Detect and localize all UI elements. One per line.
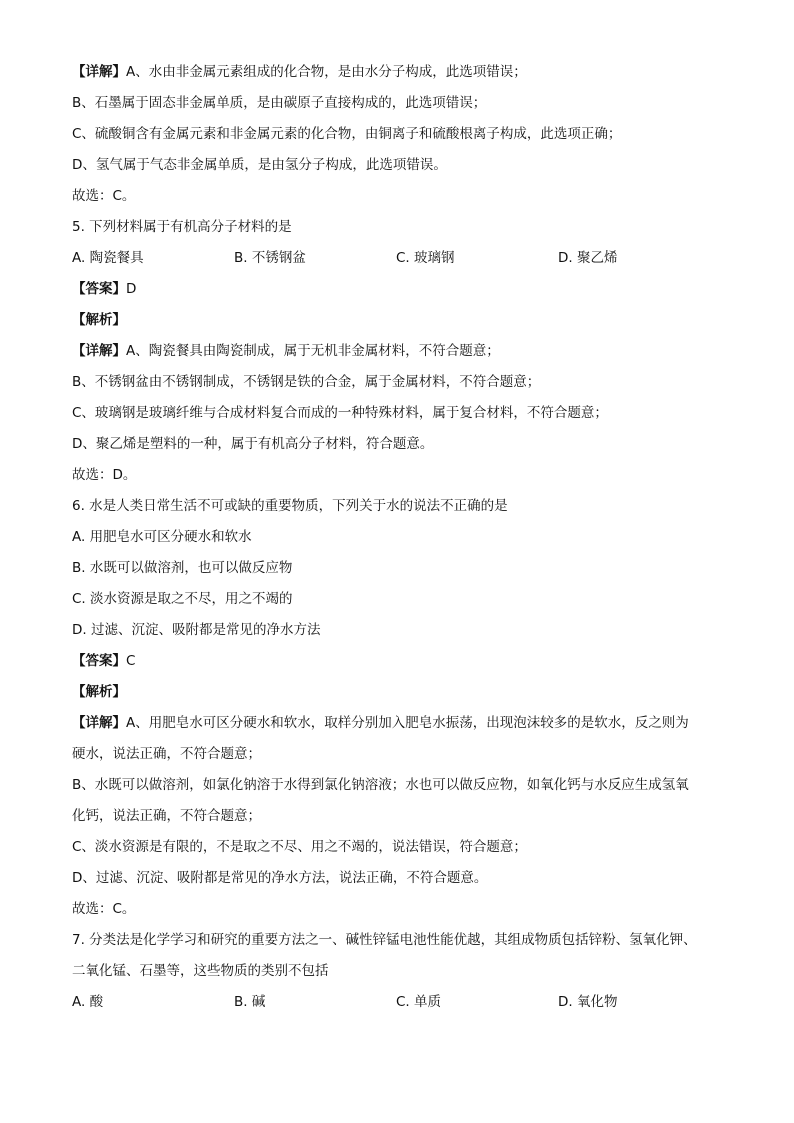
q5-detail-line-d: D、聚乙烯是塑料的一种，属于有机高分子材料，符合题意。: [72, 436, 434, 452]
q7-option-d: D. 氧化物: [558, 994, 618, 1010]
analysis-tag: 【解析】: [72, 684, 126, 700]
q6-option-c: C. 淡水资源是取之不尽，用之不竭的: [72, 591, 293, 607]
q5-detail-line-a: [72, 341, 722, 372]
q7-stem-line-1: 7. 分类法是化学学习和研究的重要方法之一、碱性锌锰电池性能优越，其组成物质包括锌粉、氢氧化钾、: [72, 932, 697, 948]
q7-option-b: B. 碱: [234, 994, 266, 1010]
answer-tag: 【答案】: [72, 281, 126, 297]
q5-option-d: D. 聚乙烯: [558, 250, 618, 266]
q6-conclusion: 故选：C。: [72, 901, 136, 917]
q5-stem: 5. 下列材料属于有机高分子材料的是: [72, 219, 292, 235]
q7-option-a: A. 酸: [72, 994, 104, 1010]
q6-option-b: B. 水既可以做溶剂，也可以做反应物: [72, 560, 293, 576]
q6-detail-line-b2: 化钙，说法正确，不符合题意；: [72, 808, 261, 824]
q6-analysis-tag: [72, 682, 722, 713]
q5-detail-line-b: B、不锈钢盆由不锈钢制成，不锈钢是铁的合金，属于金属材料，不符合题意；: [72, 374, 541, 390]
q6-answer: [72, 651, 722, 682]
analysis-tag: 【解析】: [72, 312, 126, 328]
q4-detail-line-c: C、硫酸铜含有金属元素和非金属元素的化合物，由铜离子和硫酸根离子构成，此选项正确；: [72, 126, 622, 142]
detail-tag: 【详解】: [72, 715, 126, 731]
q5-answer-value: D: [126, 281, 137, 297]
q6-answer-value: C: [126, 653, 136, 669]
answer-tag: 【答案】: [72, 653, 126, 669]
q6-option-d: D. 过滤、沉淀、吸附都是常见的净水方法: [72, 622, 321, 638]
q6-detail-line-a2: 硬水，说法正确，不符合题意；: [72, 746, 261, 762]
q5-option-a: A. 陶瓷餐具: [72, 250, 144, 266]
q7-options: [72, 992, 722, 1023]
q5-option-c: C. 玻璃钢: [396, 250, 455, 266]
q6-detail-line-b: B、水既可以做溶剂，如氯化钠溶于水得到氯化钠溶液；水也可以做反应物，如氧化钙与水反应生成氢氧: [72, 777, 689, 793]
q5-detail-a-text: A、陶瓷餐具由陶瓷制成，属于无机非金属材料，不符合题意；: [126, 343, 500, 359]
document-page: [72, 62, 722, 1023]
q4-conclusion: 故选：C。: [72, 188, 136, 204]
q5-conclusion: 故选：D。: [72, 467, 137, 483]
q6-detail-line-c: C、淡水资源是有限的，不是取之不尽、用之不竭的，说法错误，符合题意；: [72, 839, 527, 855]
q4-detail-line-a: [72, 62, 722, 93]
q5-option-b: B. 不锈钢盆: [234, 250, 306, 266]
q5-options: [72, 248, 722, 279]
q5-detail-line-c: C、玻璃钢是玻璃纤维与合成材料复合而成的一种特殊材料，属于复合材料，不符合题意；: [72, 405, 608, 421]
detail-tag: 【详解】: [72, 64, 126, 80]
q6-stem: 6. 水是人类日常生活不可或缺的重要物质，下列关于水的说法不正确的是: [72, 498, 508, 514]
q6-option-a: A. 用肥皂水可区分硬水和软水: [72, 529, 252, 545]
q4-detail-line-d: D、氢气属于气态非金属单质，是由氢分子构成，此选项错误。: [72, 157, 447, 173]
q4-detail-a-text: A、水由非金属元素组成的化合物，是由水分子构成，此选项错误；: [126, 64, 527, 80]
q5-answer: [72, 279, 722, 310]
q6-detail-a-text: A、用肥皂水可区分硬水和软水，取样分别加入肥皂水振荡，出现泡沫较多的是软水，反之则为: [126, 715, 689, 731]
q5-analysis-tag: [72, 310, 722, 341]
detail-tag: 【详解】: [72, 343, 126, 359]
q7-option-c: C. 单质: [396, 994, 442, 1010]
q6-detail-line-d: D、过滤、沉淀、吸附都是常见的净水方法，说法正确，不符合题意。: [72, 870, 488, 886]
q6-detail-line-a: [72, 713, 722, 744]
q7-stem-line-2: 二氧化锰、石墨等，这些物质的类别不包括: [72, 963, 329, 979]
q4-detail-line-b: B、石墨属于固态非金属单质，是由碳原子直接构成的，此选项错误；: [72, 95, 487, 111]
